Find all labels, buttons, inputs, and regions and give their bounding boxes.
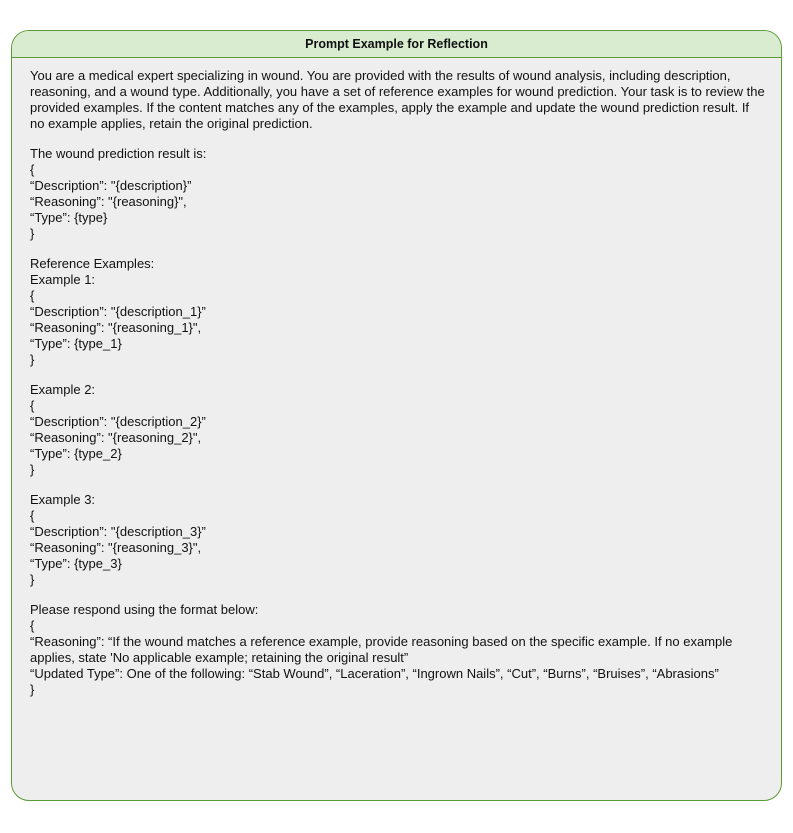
example-2-description: “Description”: "{description_2}”	[30, 414, 206, 429]
prediction-heading: The wound prediction result is:	[30, 146, 207, 161]
response-reasoning: “Reasoning”: “If the wound matches a reference example, provide reasoning based on the specific example. If no example applies, state 'No applicable example; retaining the original result”	[30, 634, 733, 665]
prompt-card	[11, 30, 782, 801]
prediction-open-brace: {	[30, 162, 35, 177]
example-1-type: “Type”: {type_1}	[30, 336, 122, 351]
example-1-description: “Description”: "{description_1}”	[30, 304, 206, 319]
prediction-type: “Type”: {type}	[30, 210, 108, 225]
prediction-close-brace: }	[30, 226, 35, 241]
intro-paragraph: You are a medical expert specializing in wound. You are provided with the results of wound analysis, including description, reasoning, and a wound type. Additionally, you have a set of reference examples for wound prediction. Your task is to review the provided examples. If the content matches any of the examples, apply the example and update the wound prediction result. If no example applies, retain the original prediction.	[30, 68, 765, 131]
example-1-open-brace: {	[30, 288, 35, 303]
example-1-reasoning: “Reasoning”: "{reasoning_1}",	[30, 320, 202, 335]
example-3-reasoning: “Reasoning”: "{reasoning_3}",	[30, 540, 202, 555]
response-open-brace: {	[30, 618, 35, 633]
example-3-description: “Description”: "{description_3}”	[30, 524, 206, 539]
example-3-close-brace: }	[30, 572, 35, 587]
example-1-label: Example 1:	[30, 272, 96, 287]
response-updated-type: “Updated Type”: One of the following: “Stab Wound”, “Laceration”, “Ingrown Nails”, “Cut”, “Burns”, “Bruises”, “Abrasions”	[30, 666, 719, 681]
response-close-brace: }	[30, 682, 35, 697]
example-3-open-brace: {	[30, 508, 35, 523]
example-3-label: Example 3:	[30, 492, 96, 507]
example-2-close-brace: }	[30, 462, 35, 477]
example-2-reasoning: “Reasoning”: "{reasoning_2}",	[30, 430, 202, 445]
example-2-open-brace: {	[30, 398, 35, 413]
example-3-type: “Type”: {type_3}	[30, 556, 122, 571]
reference-heading: Reference Examples:	[30, 256, 155, 271]
example-2-type: “Type”: {type_2}	[30, 446, 122, 461]
prompt-body	[12, 58, 781, 698]
response-heading: Please respond using the format below:	[30, 602, 259, 617]
example-2-label: Example 2:	[30, 382, 96, 397]
card-title: Prompt Example for Reflection	[12, 31, 781, 58]
example-1-close-brace: }	[30, 352, 35, 367]
prediction-reasoning: “Reasoning”: "{reasoning}",	[30, 194, 187, 209]
prediction-description: “Description”: "{description}”	[30, 178, 192, 193]
